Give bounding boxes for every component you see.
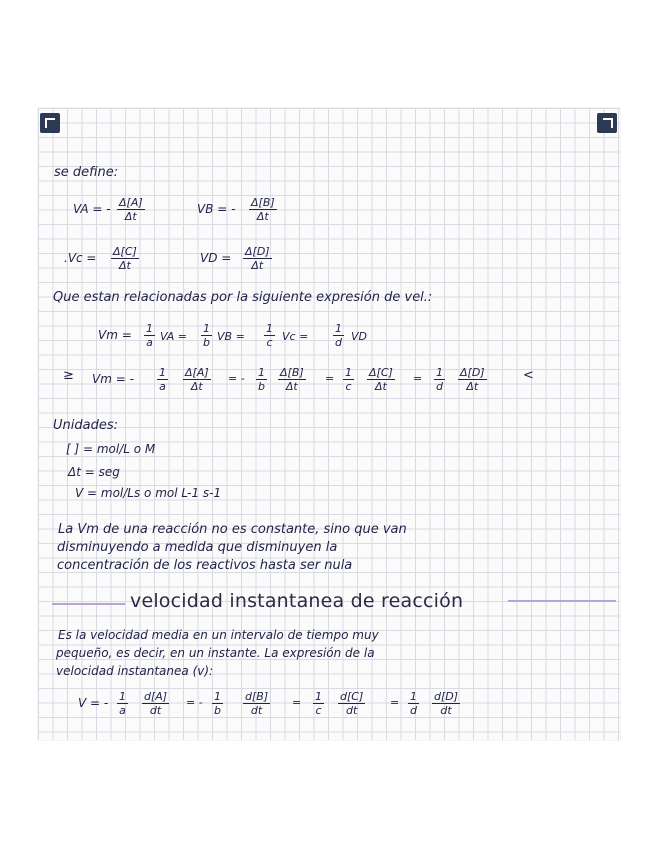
vinst-sign-3: = [390,696,400,709]
vb-denominator: Δt [256,210,269,223]
vm1-vc: Vc = [282,330,309,343]
arrow-marks-left: ≥ [63,368,74,383]
vinst-coef-b: $\frac{1}{b}$ [214,690,221,717]
note-line-2: disminuyendo a medida que disminuyen la [57,540,338,555]
vm2-sign-3: = [413,372,423,385]
vinst-deriv-a: $\frac{d[A]}{dt}$ [144,690,168,717]
corner-bracket-icon-right [597,113,617,133]
vm2-sign-2: = [325,372,335,385]
va-denominator: Δt [124,210,137,223]
vm1-vd: VD [351,330,367,343]
vm2-coef-a: $\frac{1}{a}$ [159,366,166,393]
relation-text: Que estan relacionadas por la siguiente expresión de vel.: [53,290,433,305]
vc-denominator: Δt [118,259,131,272]
vm2-coef-c: $\frac{1}{c}$ [345,366,352,393]
va-fraction [117,196,145,223]
vm2-lead: Vm = - [92,372,134,386]
vinst-lead: V = - [78,696,109,710]
vm2-coef-b: $\frac{1}{b}$ [258,366,265,393]
vc-numerator: Δ[C] [113,245,137,258]
units-concentration: [ ] = mol/L o M [66,442,156,456]
vinst-coef-a: $\frac{1}{a}$ [119,690,126,717]
corner-bracket-icon-left [40,113,60,133]
va-label: VA = - [73,202,111,216]
vd-fraction [243,245,272,272]
vb-fraction [249,196,277,223]
vm2-delta-d: $\frac{\Delta[D]}{\Delta t}$ [460,366,485,393]
units-time: Δt = seg [68,465,120,479]
vm2-delta-a: $\frac{\Delta[A]}{\Delta t}$ [185,366,209,393]
vm1-coef-d: $\frac{1}{d}$ [335,322,342,349]
vb-label: VB = - [197,202,236,216]
inst-line-3: velocidad instantanea (v): [56,664,214,678]
vm2-coef-d: $\frac{1}{d}$ [436,366,443,393]
heading-rule-right [508,600,616,602]
vinst-coef-c: $\frac{1}{c}$ [315,690,322,717]
units-velocity: V = mol/Ls o mol L-1 s-1 [75,486,222,500]
note-line-3: concentración de los reactivos hasta ser nula [57,558,353,573]
vm1-coef-c: $\frac{1}{c}$ [266,322,273,349]
vd-label: VD = [200,251,232,265]
va-numerator: Δ[A] [119,196,143,209]
vinst-coef-d: $\frac{1}{d}$ [410,690,417,717]
vc-fraction [111,245,139,272]
vinst-deriv-b: $\frac{d[B]}{dt}$ [245,690,269,717]
intro-text: se define: [54,165,119,180]
vb-numerator: Δ[B] [251,196,275,209]
inst-line-1: Es la velocidad media en un intervalo de tiempo muy [58,628,379,642]
heading-rule-left [52,603,125,605]
vm2-delta-b: $\frac{\Delta[B]}{\Delta t}$ [280,366,304,393]
vm1-coef-a: $\frac{1}{a}$ [146,322,153,349]
vc-label: .Vc = [64,251,97,265]
vd-numerator: Δ[D] [245,245,270,258]
vm1-vb: VB = [217,330,245,343]
inst-line-2: pequeño, es decir, en un instante. La expresión de la [56,646,375,660]
vm2-delta-c: $\frac{\Delta[C]}{\Delta t}$ [369,366,393,393]
arrow-marks-right: < [523,368,534,383]
section-heading: velocidad instantanea de reacción [130,590,464,612]
units-title: Unidades: [53,418,118,433]
vm1-lead: Vm = [98,328,132,342]
vinst-sign-2: = [292,696,302,709]
vinst-sign-1: = - [186,696,203,709]
vm1-coef-b: $\frac{1}{b}$ [203,322,210,349]
vinst-deriv-c: $\frac{d[C]}{dt}$ [340,690,364,717]
vm2-sign-1: = - [228,372,245,385]
note-line-1: La Vm de una reacción no es constante, sino que van [58,522,407,537]
vm1-va: VA = [160,330,188,343]
vd-denominator: Δt [251,259,264,272]
vinst-deriv-d: $\frac{d[D]}{dt}$ [434,690,459,717]
